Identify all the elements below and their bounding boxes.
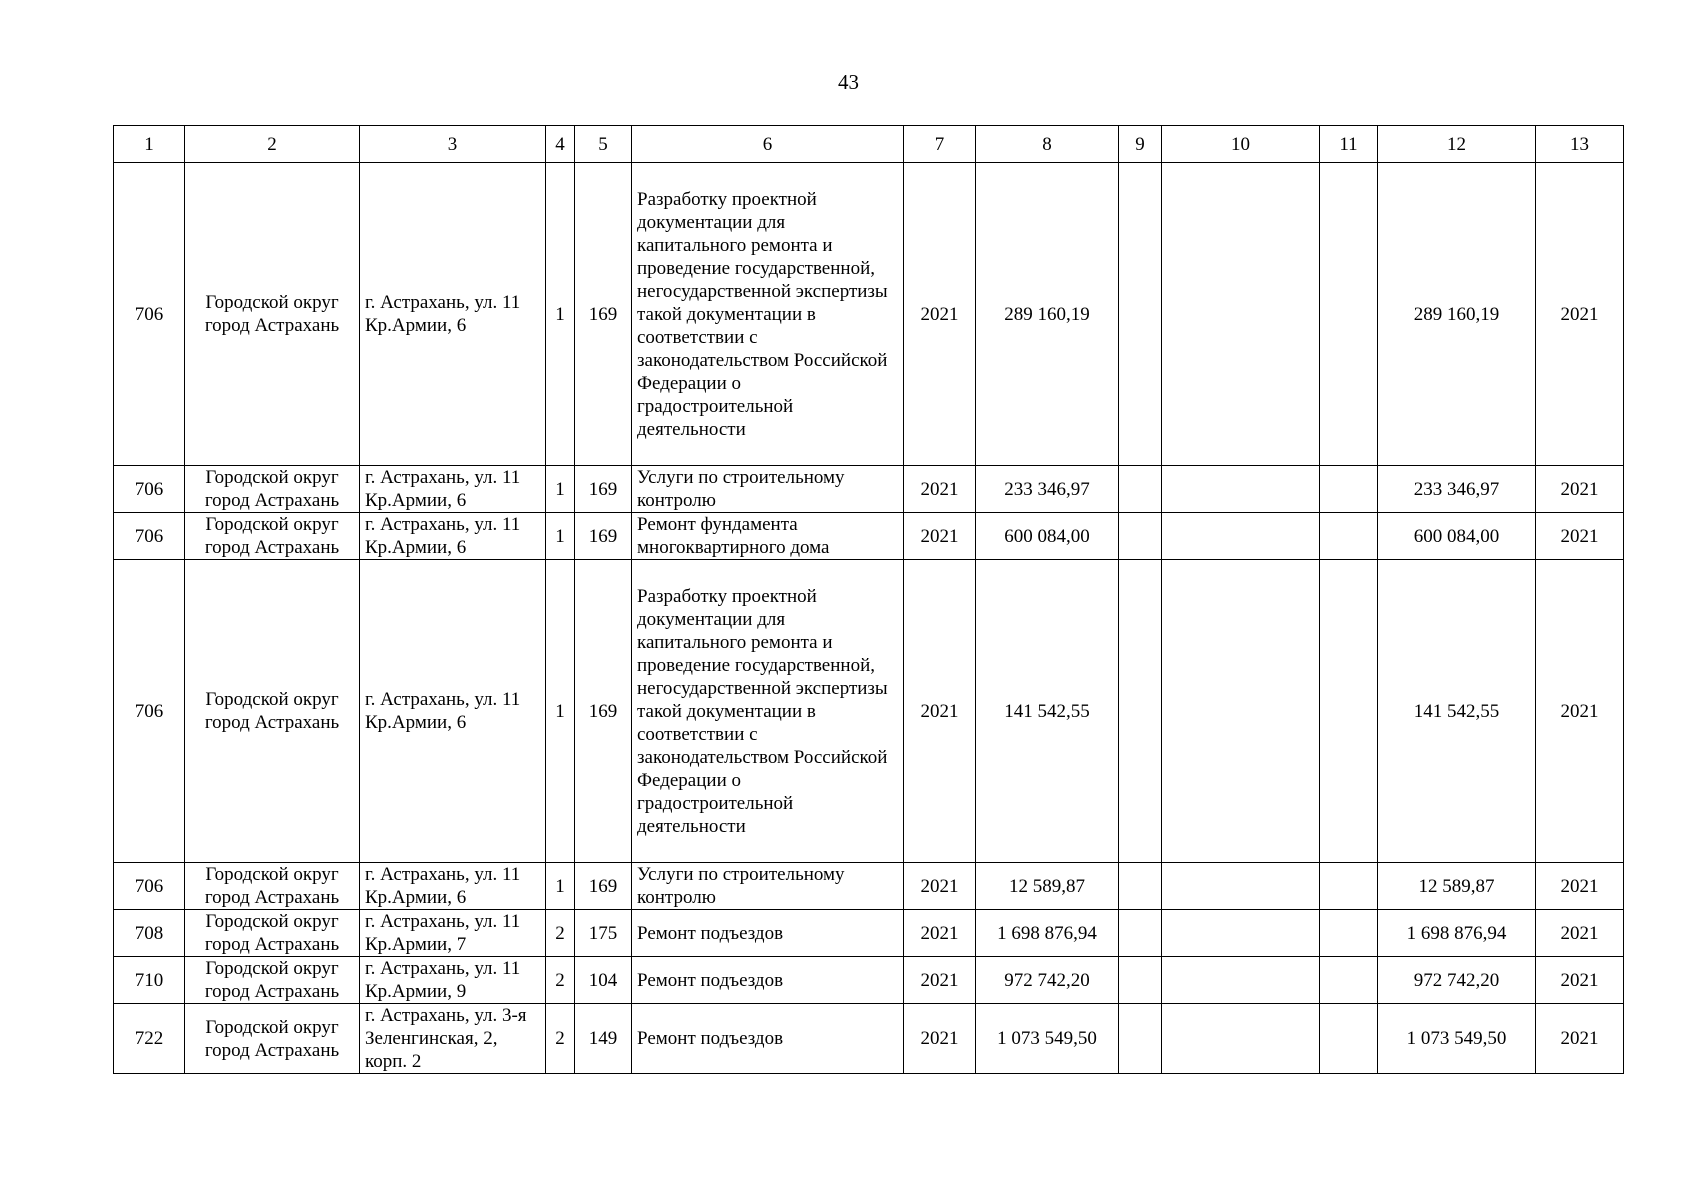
work-type-cell: Услуги по строительному контролю [632, 863, 904, 910]
column-4-cell: 1 [546, 163, 575, 466]
year-cell: 2021 [904, 163, 976, 466]
column-9-cell [1119, 163, 1162, 466]
column-number-row [114, 126, 1624, 163]
column-header: 12 [1378, 126, 1536, 163]
column-9-cell [1119, 466, 1162, 513]
year-cell: 2021 [904, 1004, 976, 1074]
address-cell: г. Астрахань, ул. 3-я Зеленгинская, 2, корп. 2 [360, 1004, 546, 1074]
row-number: 706 [114, 513, 185, 560]
column-header: 6 [632, 126, 904, 163]
column-5-cell: 104 [575, 957, 632, 1004]
table-row [114, 863, 1624, 910]
page-number: 43 [838, 70, 859, 94]
work-type-cell: Ремонт подъездов [632, 957, 904, 1004]
column-header: 2 [185, 126, 360, 163]
column-4-cell: 1 [546, 560, 575, 863]
row-number: 708 [114, 910, 185, 957]
work-type-cell: Ремонт подъездов [632, 910, 904, 957]
municipality-cell: Городской округ город Астрахань [185, 910, 360, 957]
column-10-cell [1162, 163, 1320, 466]
year-cell: 2021 [904, 957, 976, 1004]
table-row [114, 466, 1624, 513]
table-row [114, 163, 1624, 466]
table-row [114, 1004, 1624, 1074]
column-12-cell: 1 073 549,50 [1378, 1004, 1536, 1074]
column-10-cell [1162, 957, 1320, 1004]
address-cell: г. Астрахань, ул. 11 Кр.Армии, 6 [360, 163, 546, 466]
column-9-cell [1119, 957, 1162, 1004]
column-11-cell [1320, 863, 1378, 910]
table-row [114, 560, 1624, 863]
total-cost-cell: 600 084,00 [976, 513, 1119, 560]
column-9-cell [1119, 863, 1162, 910]
municipality-cell: Городской округ город Астрахань [185, 466, 360, 513]
table-row [114, 513, 1624, 560]
column-11-cell [1320, 513, 1378, 560]
column-11-cell [1320, 957, 1378, 1004]
column-13-cell: 2021 [1536, 560, 1624, 863]
row-number: 706 [114, 863, 185, 910]
column-5-cell: 169 [575, 863, 632, 910]
column-11-cell [1320, 560, 1378, 863]
column-13-cell: 2021 [1536, 163, 1624, 466]
column-12-cell: 1 698 876,94 [1378, 910, 1536, 957]
column-13-cell: 2021 [1536, 1004, 1624, 1074]
column-9-cell [1119, 560, 1162, 863]
total-cost-cell: 1 698 876,94 [976, 910, 1119, 957]
year-cell: 2021 [904, 513, 976, 560]
work-type-cell: Разработку проектной документации для капитального ремонта и проведение государственной, негосударственной экспертизы такой документации в соответствии с законодательством Российской Федерации о градостроительной деятельности [632, 560, 904, 863]
column-header: 11 [1320, 126, 1378, 163]
work-type-cell: Разработку проектной документации для капитального ремонта и проведение государственной, негосударственной экспертизы такой документации в соответствии с законодательством Российской Федерации о градостроительной деятельности [632, 163, 904, 466]
column-13-cell: 2021 [1536, 863, 1624, 910]
column-header: 5 [575, 126, 632, 163]
column-5-cell: 169 [575, 163, 632, 466]
column-header: 1 [114, 126, 185, 163]
column-13-cell: 2021 [1536, 957, 1624, 1004]
row-number: 706 [114, 560, 185, 863]
column-9-cell [1119, 910, 1162, 957]
column-9-cell [1119, 513, 1162, 560]
column-4-cell: 1 [546, 863, 575, 910]
address-cell: г. Астрахань, ул. 11 Кр.Армии, 7 [360, 910, 546, 957]
column-9-cell [1119, 1004, 1162, 1074]
address-cell: г. Астрахань, ул. 11 Кр.Армии, 6 [360, 863, 546, 910]
column-12-cell: 233 346,97 [1378, 466, 1536, 513]
year-cell: 2021 [904, 863, 976, 910]
column-5-cell: 175 [575, 910, 632, 957]
municipality-cell: Городской округ город Астрахань [185, 957, 360, 1004]
column-5-cell: 169 [575, 560, 632, 863]
column-12-cell: 972 742,20 [1378, 957, 1536, 1004]
column-header: 7 [904, 126, 976, 163]
total-cost-cell: 972 742,20 [976, 957, 1119, 1004]
year-cell: 2021 [904, 910, 976, 957]
column-header: 3 [360, 126, 546, 163]
total-cost-cell: 1 073 549,50 [976, 1004, 1119, 1074]
column-10-cell [1162, 863, 1320, 910]
column-11-cell [1320, 163, 1378, 466]
municipality-cell: Городской округ город Астрахань [185, 560, 360, 863]
column-13-cell: 2021 [1536, 513, 1624, 560]
municipality-cell: Городской округ город Астрахань [185, 513, 360, 560]
row-number: 710 [114, 957, 185, 1004]
municipality-cell: Городской округ город Астрахань [185, 163, 360, 466]
column-11-cell [1320, 1004, 1378, 1074]
municipality-cell: Городской округ город Астрахань [185, 1004, 360, 1074]
column-header: 9 [1119, 126, 1162, 163]
column-5-cell: 169 [575, 466, 632, 513]
column-4-cell: 1 [546, 466, 575, 513]
municipality-cell: Городской округ город Астрахань [185, 863, 360, 910]
column-13-cell: 2021 [1536, 466, 1624, 513]
column-4-cell: 2 [546, 1004, 575, 1074]
address-cell: г. Астрахань, ул. 11 Кр.Армии, 6 [360, 513, 546, 560]
column-4-cell: 1 [546, 513, 575, 560]
work-type-cell: Услуги по строительному контролю [632, 466, 904, 513]
year-cell: 2021 [904, 466, 976, 513]
column-11-cell [1320, 910, 1378, 957]
work-type-cell: Ремонт фундамента многоквартирного дома [632, 513, 904, 560]
address-cell: г. Астрахань, ул. 11 Кр.Армии, 6 [360, 466, 546, 513]
repair-plan-table [113, 125, 1624, 1074]
table-row [114, 957, 1624, 1004]
column-10-cell [1162, 513, 1320, 560]
column-13-cell: 2021 [1536, 910, 1624, 957]
column-12-cell: 12 589,87 [1378, 863, 1536, 910]
total-cost-cell: 12 589,87 [976, 863, 1119, 910]
column-12-cell: 600 084,00 [1378, 513, 1536, 560]
column-header: 4 [546, 126, 575, 163]
column-10-cell [1162, 1004, 1320, 1074]
table-row [114, 910, 1624, 957]
column-header: 8 [976, 126, 1119, 163]
total-cost-cell: 289 160,19 [976, 163, 1119, 466]
column-header: 13 [1536, 126, 1624, 163]
column-4-cell: 2 [546, 910, 575, 957]
row-number: 706 [114, 163, 185, 466]
year-cell: 2021 [904, 560, 976, 863]
total-cost-cell: 141 542,55 [976, 560, 1119, 863]
column-header: 10 [1162, 126, 1320, 163]
column-5-cell: 149 [575, 1004, 632, 1074]
column-12-cell: 141 542,55 [1378, 560, 1536, 863]
total-cost-cell: 233 346,97 [976, 466, 1119, 513]
column-10-cell [1162, 910, 1320, 957]
column-10-cell [1162, 466, 1320, 513]
column-11-cell [1320, 466, 1378, 513]
row-number: 706 [114, 466, 185, 513]
column-12-cell: 289 160,19 [1378, 163, 1536, 466]
work-type-cell: Ремонт подъездов [632, 1004, 904, 1074]
column-5-cell: 169 [575, 513, 632, 560]
address-cell: г. Астрахань, ул. 11 Кр.Армии, 6 [360, 560, 546, 863]
column-4-cell: 2 [546, 957, 575, 1004]
address-cell: г. Астрахань, ул. 11 Кр.Армии, 9 [360, 957, 546, 1004]
column-10-cell [1162, 560, 1320, 863]
row-number: 722 [114, 1004, 185, 1074]
